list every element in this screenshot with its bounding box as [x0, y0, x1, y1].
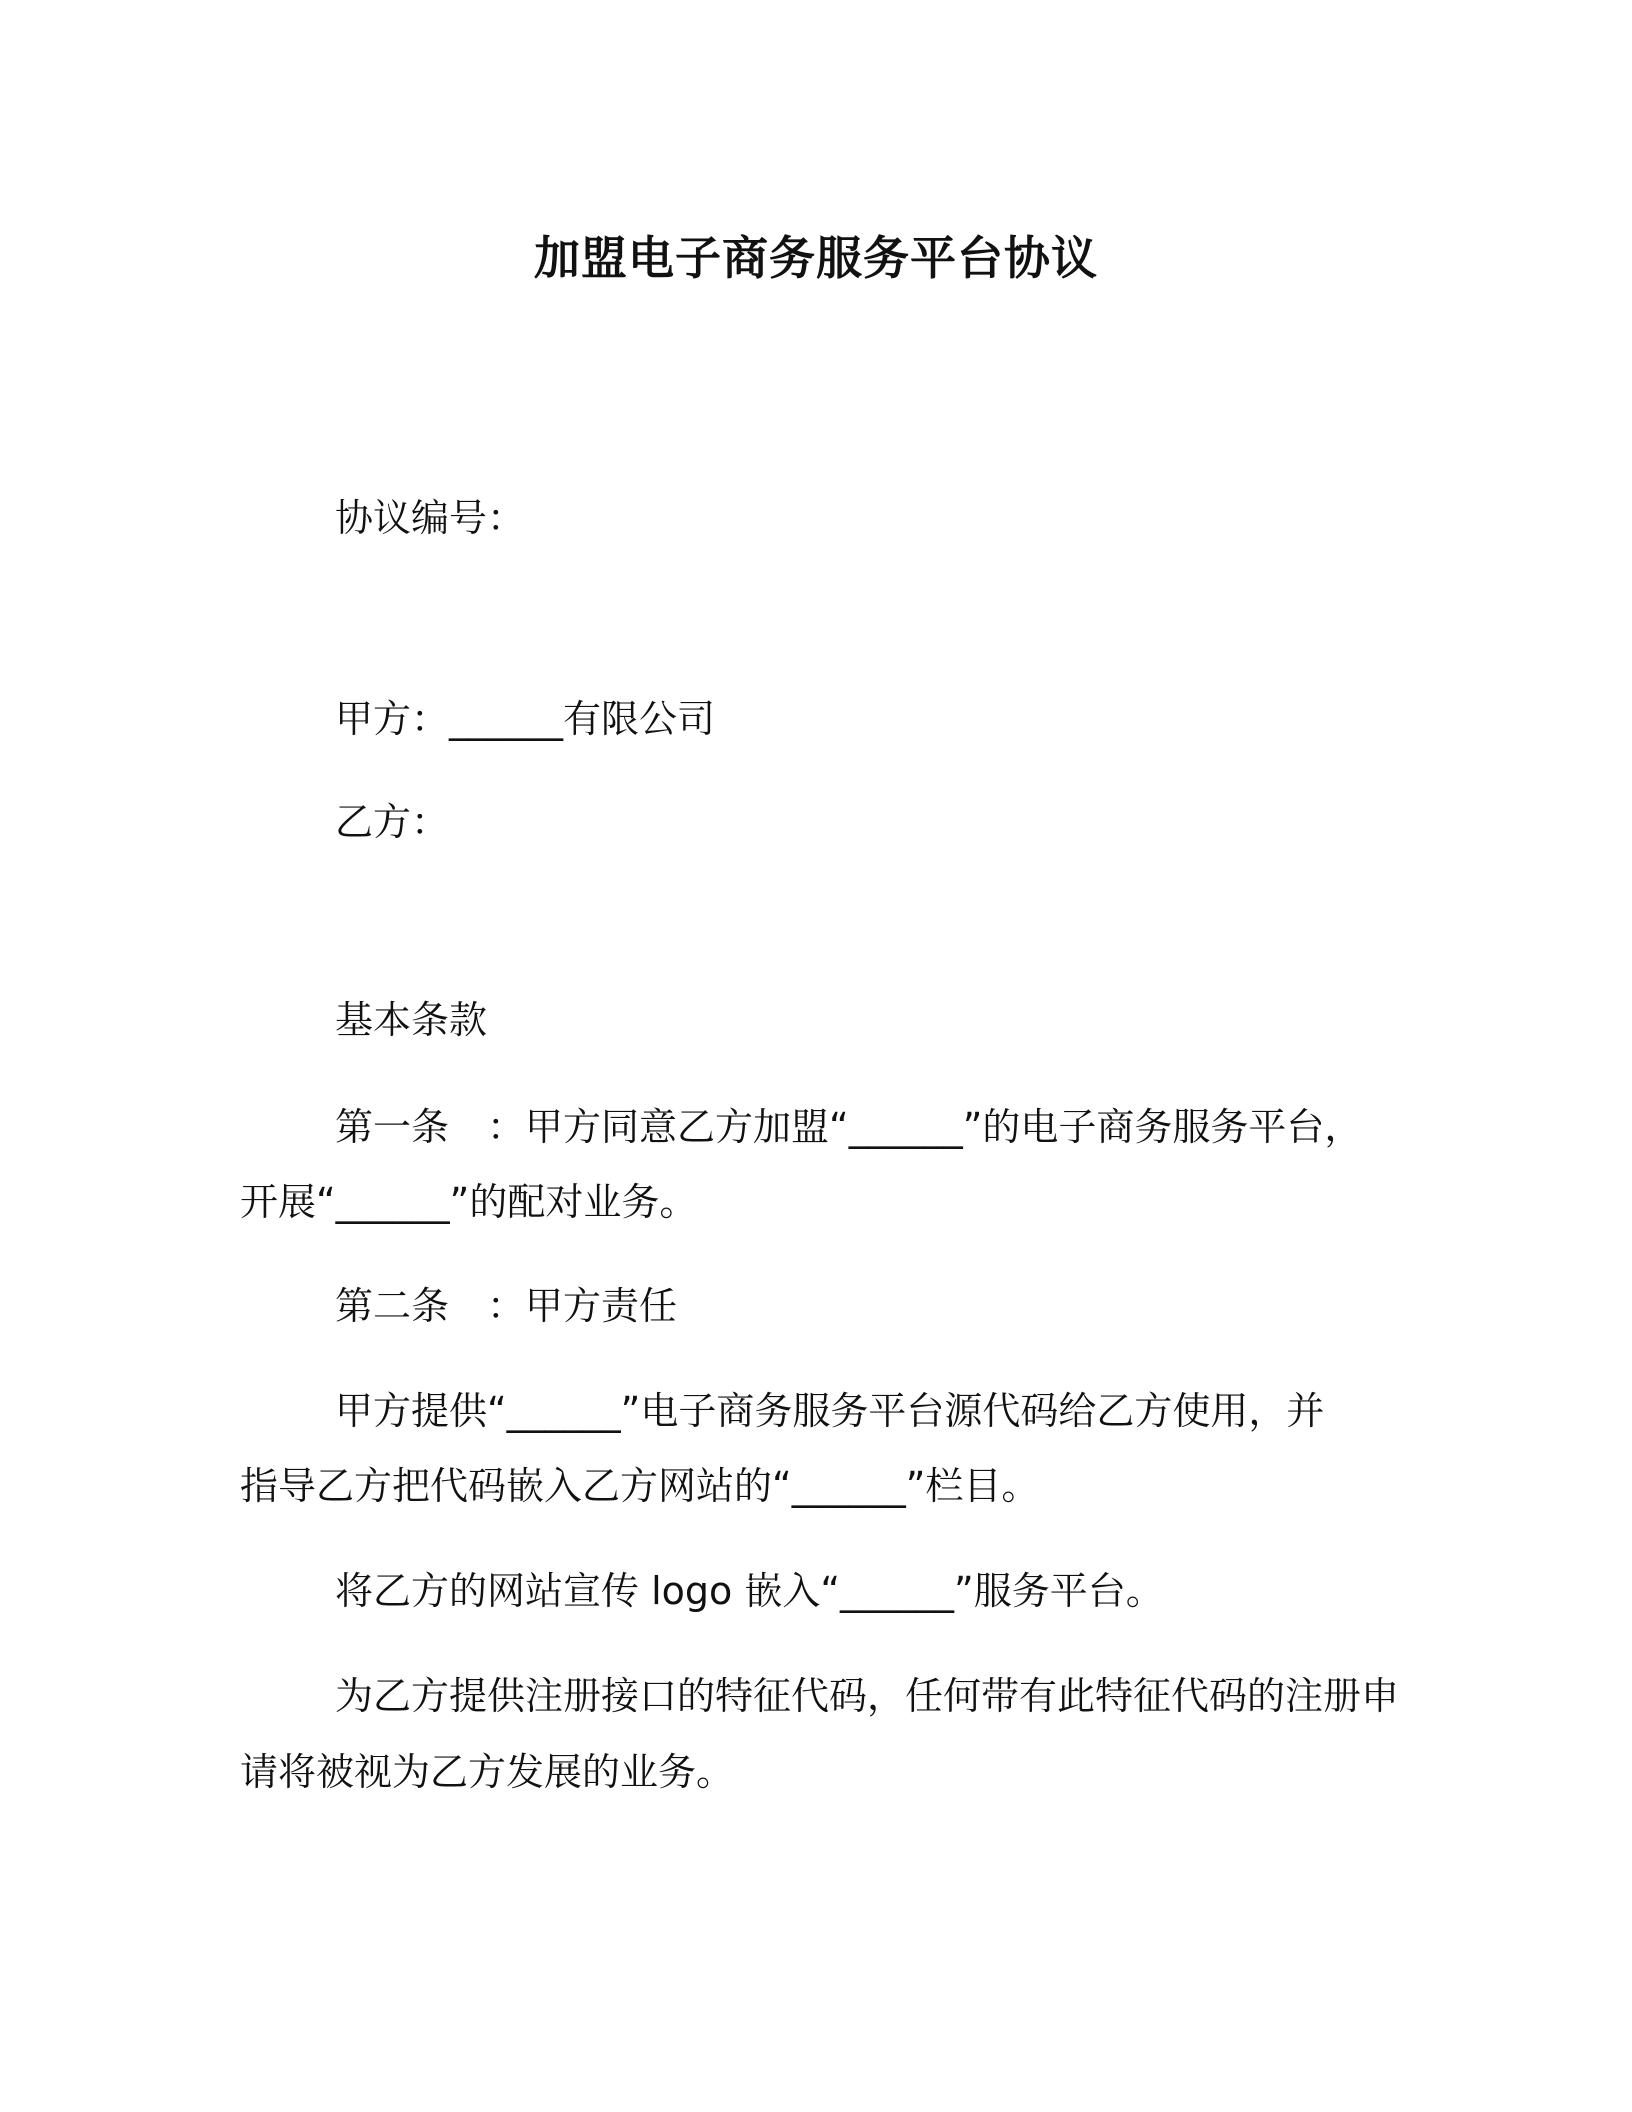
paragraph-1-line-1: 甲方提供“______”电子商务服务平台源代码给乙方使用，并	[335, 1389, 1325, 1433]
section-heading: 基本条款	[335, 998, 488, 1042]
paragraph-1-line-2: 指导乙方把代码嵌入乙方网站的“______”栏目。	[240, 1464, 1040, 1508]
article-2-heading: 第二条 ：甲方责任	[335, 1284, 678, 1328]
article-1-line-2: 开展“______”的配对业务。	[240, 1180, 698, 1224]
party-a-line: 甲方：______有限公司	[335, 697, 716, 741]
article-1-line-1: 第一条 ：甲方同意乙方加盟“______”的电子商务服务平台，	[335, 1105, 1363, 1149]
paragraph-3-line-2: 请将被视为乙方发展的业务。	[240, 1750, 735, 1794]
paragraph-2-line-1: 将乙方的网站宣传 logo 嵌入“______”服务平台。	[335, 1569, 1164, 1613]
agreement-number-label: 协议编号：	[335, 496, 526, 540]
paragraph-3-line-1: 为乙方提供注册接口的特征代码，任何带有此特征代码的注册申	[335, 1674, 1400, 1718]
document-title: 加盟电子商务服务平台协议	[534, 231, 1098, 285]
party-b-line: 乙方：	[335, 800, 450, 844]
